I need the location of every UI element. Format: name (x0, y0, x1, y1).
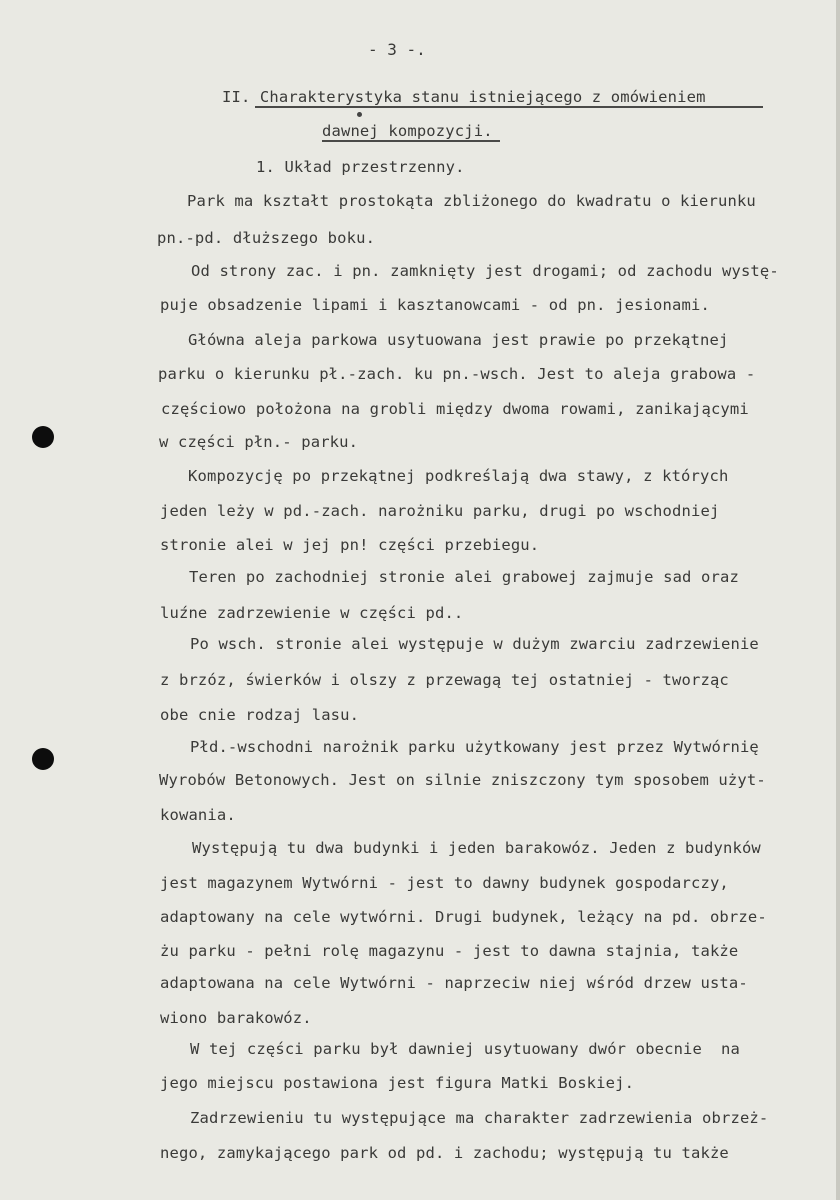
text-line: jego miejscu postawiona jest figura Matki Boskiej. (160, 1074, 635, 1092)
ink-dot (357, 112, 362, 117)
text-line: Zadrzewieniu tu występujące ma charakter zadrzewienia obrzeż- (190, 1109, 769, 1127)
text-line: częściowo położona na grobli między dwoma rowami, zanikającymi (161, 400, 749, 418)
text-line: Po wsch. stronie alei występuje w dużym zwarciu zadrzewienie (190, 635, 759, 653)
text-line: Płd.-wschodni narożnik parku użytkowany jest przez Wytwórnię (190, 738, 759, 756)
section-title-underline-2 (322, 140, 500, 142)
page-number: - 3 -. (368, 40, 426, 59)
text-line: obe cnie rodzaj lasu. (160, 706, 360, 724)
page-edge (836, 0, 840, 1200)
text-line: pn.-pd. dłuższego boku. (157, 229, 376, 247)
text-line: parku o kierunku pł.-zach. ku pn.-wsch. Jest to aleja grabowa - (158, 365, 756, 383)
text-line: żu parku - pełni rolę magazynu - jest to dawna stajnia, także (160, 942, 739, 960)
text-line: luźne zadrzewienie w części pd.. (160, 604, 464, 622)
text-line: Wyrobów Betonowych. Jest on silnie zniszczony tym sposobem użyt- (159, 771, 766, 789)
text-line: puje obsadzenie lipami i kasztanowcami - od pn. jesionami. (160, 296, 710, 314)
text-line: Występują tu dwa budynki i jeden barakowóz. Jeden z budynków (192, 839, 761, 857)
text-line: adaptowany na cele wytwórni. Drugi budynek, leżący na pd. obrze- (160, 908, 767, 926)
text-line: adaptowana na cele Wytwórni - naprzeciw niej wśród drzew usta- (160, 974, 748, 992)
text-line: Główna aleja parkowa usytuowana jest prawie po przekątnej (188, 331, 729, 349)
punch-hole-bottom (32, 748, 54, 770)
text-line: Teren po zachodniej stronie alei grabowej zajmuje sad oraz (189, 568, 739, 586)
punch-hole-top (32, 426, 54, 448)
text-line: Park ma kształt prostokąta zbliżonego do kwadratu o kierunku (187, 192, 756, 210)
text-line: wiono barakowóz. (160, 1009, 312, 1027)
subheading: 1. Układ przestrzenny. (256, 158, 465, 176)
section-title-line-1: II. Charakterystyka stanu istniejącego z omówieniem (222, 88, 706, 106)
text-line: kowania. (160, 806, 236, 824)
text-line: w części płn.- parku. (159, 433, 359, 451)
section-title-underline-1 (255, 106, 763, 108)
text-line: stronie alei w jej pn! części przebiegu. (160, 536, 540, 554)
text-line: jest magazynem Wytwórni - jest to dawny budynek gospodarczy, (160, 874, 729, 892)
text-line: Od strony zac. i pn. zamknięty jest drogami; od zachodu wystę- (191, 262, 779, 280)
text-line: z brzóz, świerków i olszy z przewagą tej ostatniej - tworząc (160, 671, 729, 689)
text-line: jeden leży w pd.-zach. narożniku parku, drugi po wschodniej (160, 502, 720, 520)
text-line: W tej części parku był dawniej usytuowany dwór obecnie na (190, 1040, 740, 1058)
text-line: Kompozycję po przekątnej podkreślają dwa stawy, z których (188, 467, 729, 485)
section-title-line-2: dawnej kompozycji. (322, 122, 493, 140)
text-line: nego, zamykającego park od pd. i zachodu; występują tu także (160, 1144, 729, 1162)
